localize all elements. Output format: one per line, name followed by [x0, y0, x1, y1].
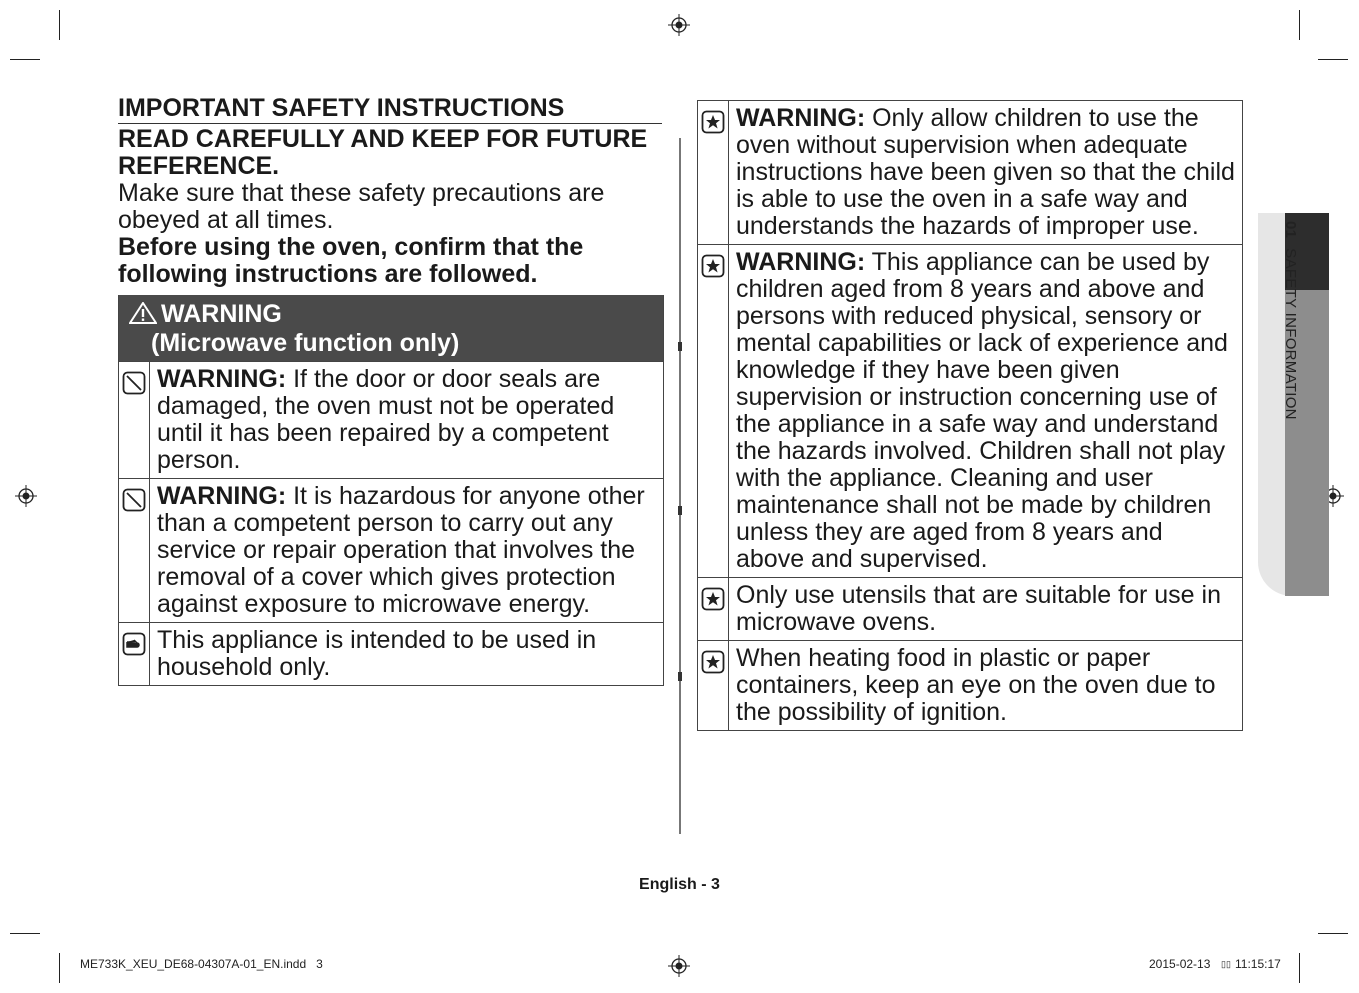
row-lead: WARNING: [736, 248, 866, 276]
star-icon [701, 587, 725, 611]
crop-mark [10, 933, 40, 934]
crop-mark [1318, 59, 1348, 60]
right-column [697, 100, 1243, 731]
crop-mark [1299, 953, 1300, 983]
instruction-row [698, 244, 1242, 577]
row-text: When heating food in plastic or paper containers, keep an eye on the oven due to the possibility of ignition. [736, 644, 1216, 726]
chapter-side-tab [1258, 213, 1329, 596]
row-text: It is hazardous for anyone other than a competent person to carry out any service or repair operation that involves the removal of a cover which gives protection against exposure to microwave energy. [157, 482, 645, 618]
row-text: Only allow children to use the oven without supervision when adequate instructions have been given so that the child is able to use the oven in a safe way and understands the hazards of improper use. [736, 104, 1235, 240]
divider-tick [678, 672, 682, 681]
star-icon [701, 650, 725, 674]
chapter-number: 01 [1282, 221, 1299, 239]
prohibited-icon [122, 488, 146, 512]
crop-mark [59, 10, 60, 40]
crop-mark [59, 953, 60, 983]
warning-triangle-icon [129, 302, 157, 324]
row-text: This appliance can be used by children aged from 8 years and above and persons with reduced physical, sensory or mental capabilities or lack of experience and knowledge if they have been given supervision or instruction concerning use of the appliance in a safe way and understand the hazards involved. Children shall not play with the appliance. Cleaning and user maintenance shall not be made by children unless they are aged from 8 years and above and supervised. [736, 248, 1228, 573]
section-heading: READ CAREFULLY AND KEEP FOR FUTURE REFERENCE. [118, 125, 648, 180]
before-use-text: Before using the oven, confirm that the following instructions are followed. [118, 233, 584, 288]
instruction-row [698, 101, 1242, 244]
registration-mark-icon [15, 485, 37, 507]
row-lead: WARNING: [157, 365, 287, 393]
slug-date: 2015-02-13 [1149, 957, 1211, 971]
instruction-row [119, 361, 663, 478]
row-text: If the door or door seals are damaged, the oven must not be operated until it has been repaired by a competent person. [157, 365, 615, 474]
warning-header [119, 295, 663, 361]
registration-mark-icon [668, 955, 690, 977]
warning-box [118, 295, 664, 686]
slug-time-glyph: ▯▯ [1221, 959, 1231, 969]
star-icon [701, 110, 725, 134]
crop-mark [10, 59, 40, 60]
left-column [118, 94, 662, 686]
star-icon [701, 254, 725, 278]
intro-text: Make sure that these safety precautions are obeyed at all times. [118, 179, 605, 234]
chapter-label: SAFETY INFORMATION [1282, 248, 1299, 420]
instruction-row [119, 622, 663, 685]
column-divider [679, 138, 681, 834]
row-text: This appliance is intended to be used in household only. [157, 626, 597, 681]
crop-mark [1299, 10, 1300, 40]
row-text: Only use utensils that are suitable for use in microwave ovens. [736, 581, 1221, 636]
warning-subtitle: (Microwave function only) [151, 329, 460, 357]
prohibited-icon [122, 371, 146, 395]
divider-tick [678, 506, 682, 515]
slug-time: 11:15:17 [1235, 957, 1281, 971]
note-hand-icon [122, 632, 146, 656]
page-footer: English - 3 [639, 876, 720, 893]
instruction-row [119, 478, 663, 622]
slug-filename: ME733K_XEU_DE68-04307A-01_EN.indd 3 [80, 957, 323, 971]
row-lead: WARNING: [157, 482, 287, 510]
divider-tick [678, 342, 682, 351]
crop-mark [1318, 933, 1348, 934]
warning-title: WARNING [161, 300, 282, 328]
instruction-row [698, 640, 1242, 730]
instruction-row [698, 577, 1242, 640]
registration-mark-icon [668, 14, 690, 36]
section-title: IMPORTANT SAFETY INSTRUCTIONS [118, 94, 662, 124]
row-lead: WARNING: [736, 104, 866, 132]
